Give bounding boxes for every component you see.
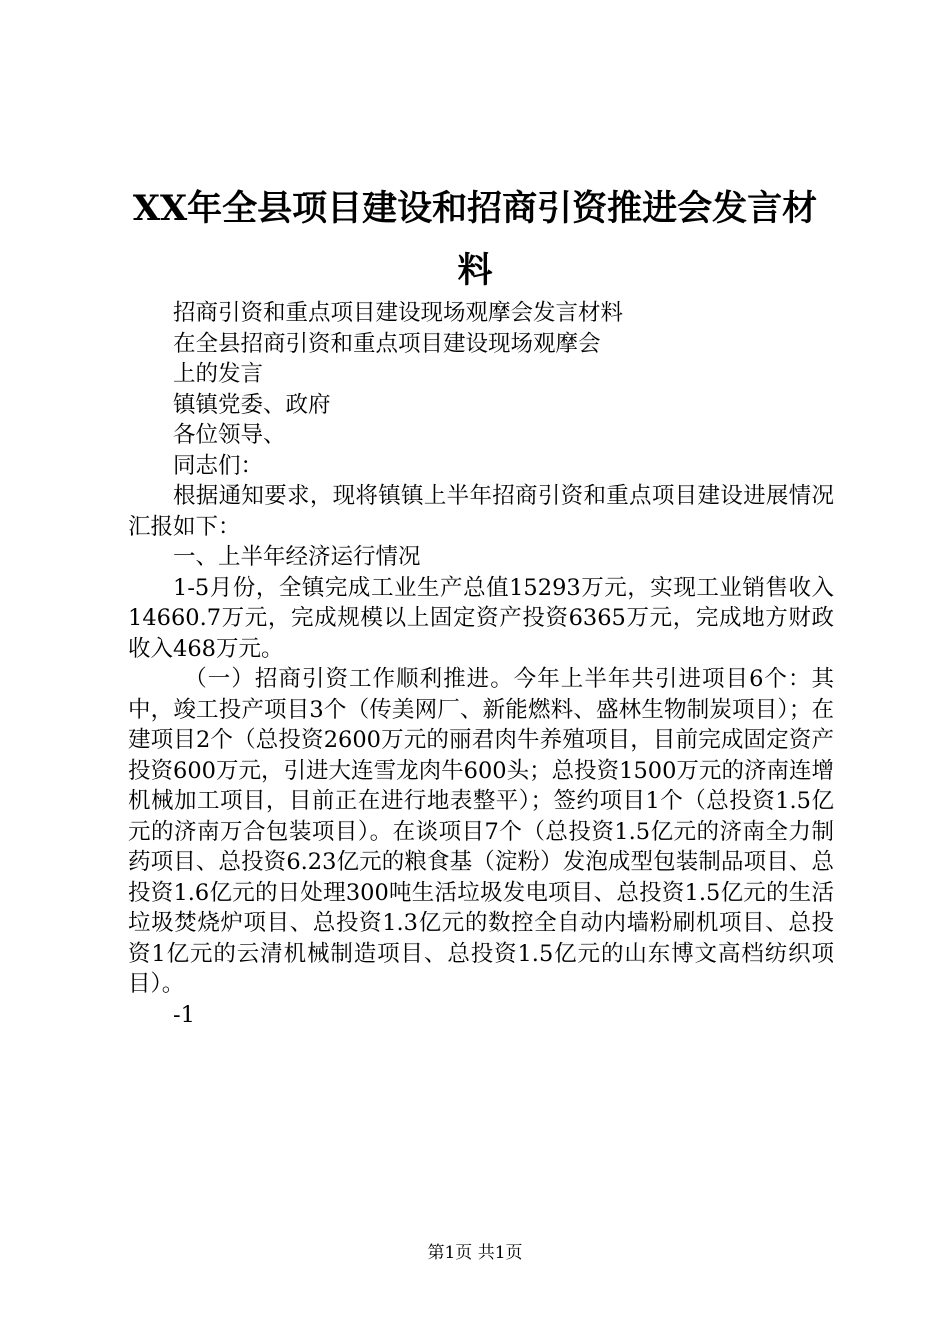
paragraph-page-marker: -1 bbox=[173, 1001, 195, 1028]
document-title: XX年全县项目建设和招商引资推进会发言材料 bbox=[132, 188, 818, 291]
paragraph-subtitle: 招商引资和重点项目建设现场观摩会发言材料 bbox=[173, 300, 624, 326]
paragraph-speaker: 镇镇党委、政府 bbox=[173, 391, 331, 418]
page-footer: 第1页 共1页 bbox=[427, 1243, 523, 1263]
paragraph-intro: 根据通知要求，现将镇镇上半年招商引资和重点项目建设进展情况汇报如下： bbox=[128, 483, 834, 540]
paragraph-economy-stats: 1-5月份，全镇完成工业生产总值15293万元，实现工业销售收入14660.7万元，完成规模以上固定资产投资6365万元，完成地方财政收入468万元。 bbox=[128, 574, 834, 662]
paragraph-salutation-1: 各位领导、 bbox=[173, 422, 286, 448]
document-body bbox=[128, 298, 834, 1030]
paragraph-speech-line-1: 在全县招商引资和重点项目建设现场观摩会 bbox=[173, 330, 601, 357]
paragraph-salutation-2: 同志们： bbox=[173, 452, 264, 479]
section-heading-economy: 一、上半年经济运行情况 bbox=[173, 544, 421, 570]
paragraph-speech-line-2: 上的发言 bbox=[173, 361, 264, 387]
paragraph-investment: （一）招商引资工作顺利推进。今年上半年共引进项目6个：其中，竣工投产项目3个（传美网厂、新能燃料、盛林生物制炭项目）；在建项目2个（总投资2600万元的丽君肉牛养殖项目，目前完成固定资产投资600万元，引进大连雪龙肉牛600头；总投资1500万元的济南连增机械加工项目，目前正在进行地表整平）；签约项目1个（总投资1.5亿元的济南万合包装项目）。在谈项目7个（总投资1.5亿元的济南全力制药项目、总投资6.23亿元的粮食基（淀粉）发泡成型包装制品项目、总投资1.6亿元的日处理300吨生活垃圾发电项目、总投资1.5亿元的生活垃圾焚烧炉项目、总投资1.3亿元的数控全自动内墙粉刷机项目、总投资1亿元的云清机械制造项目、总投资1.5亿元的山东博文高档纺织项目）。 bbox=[128, 666, 834, 997]
